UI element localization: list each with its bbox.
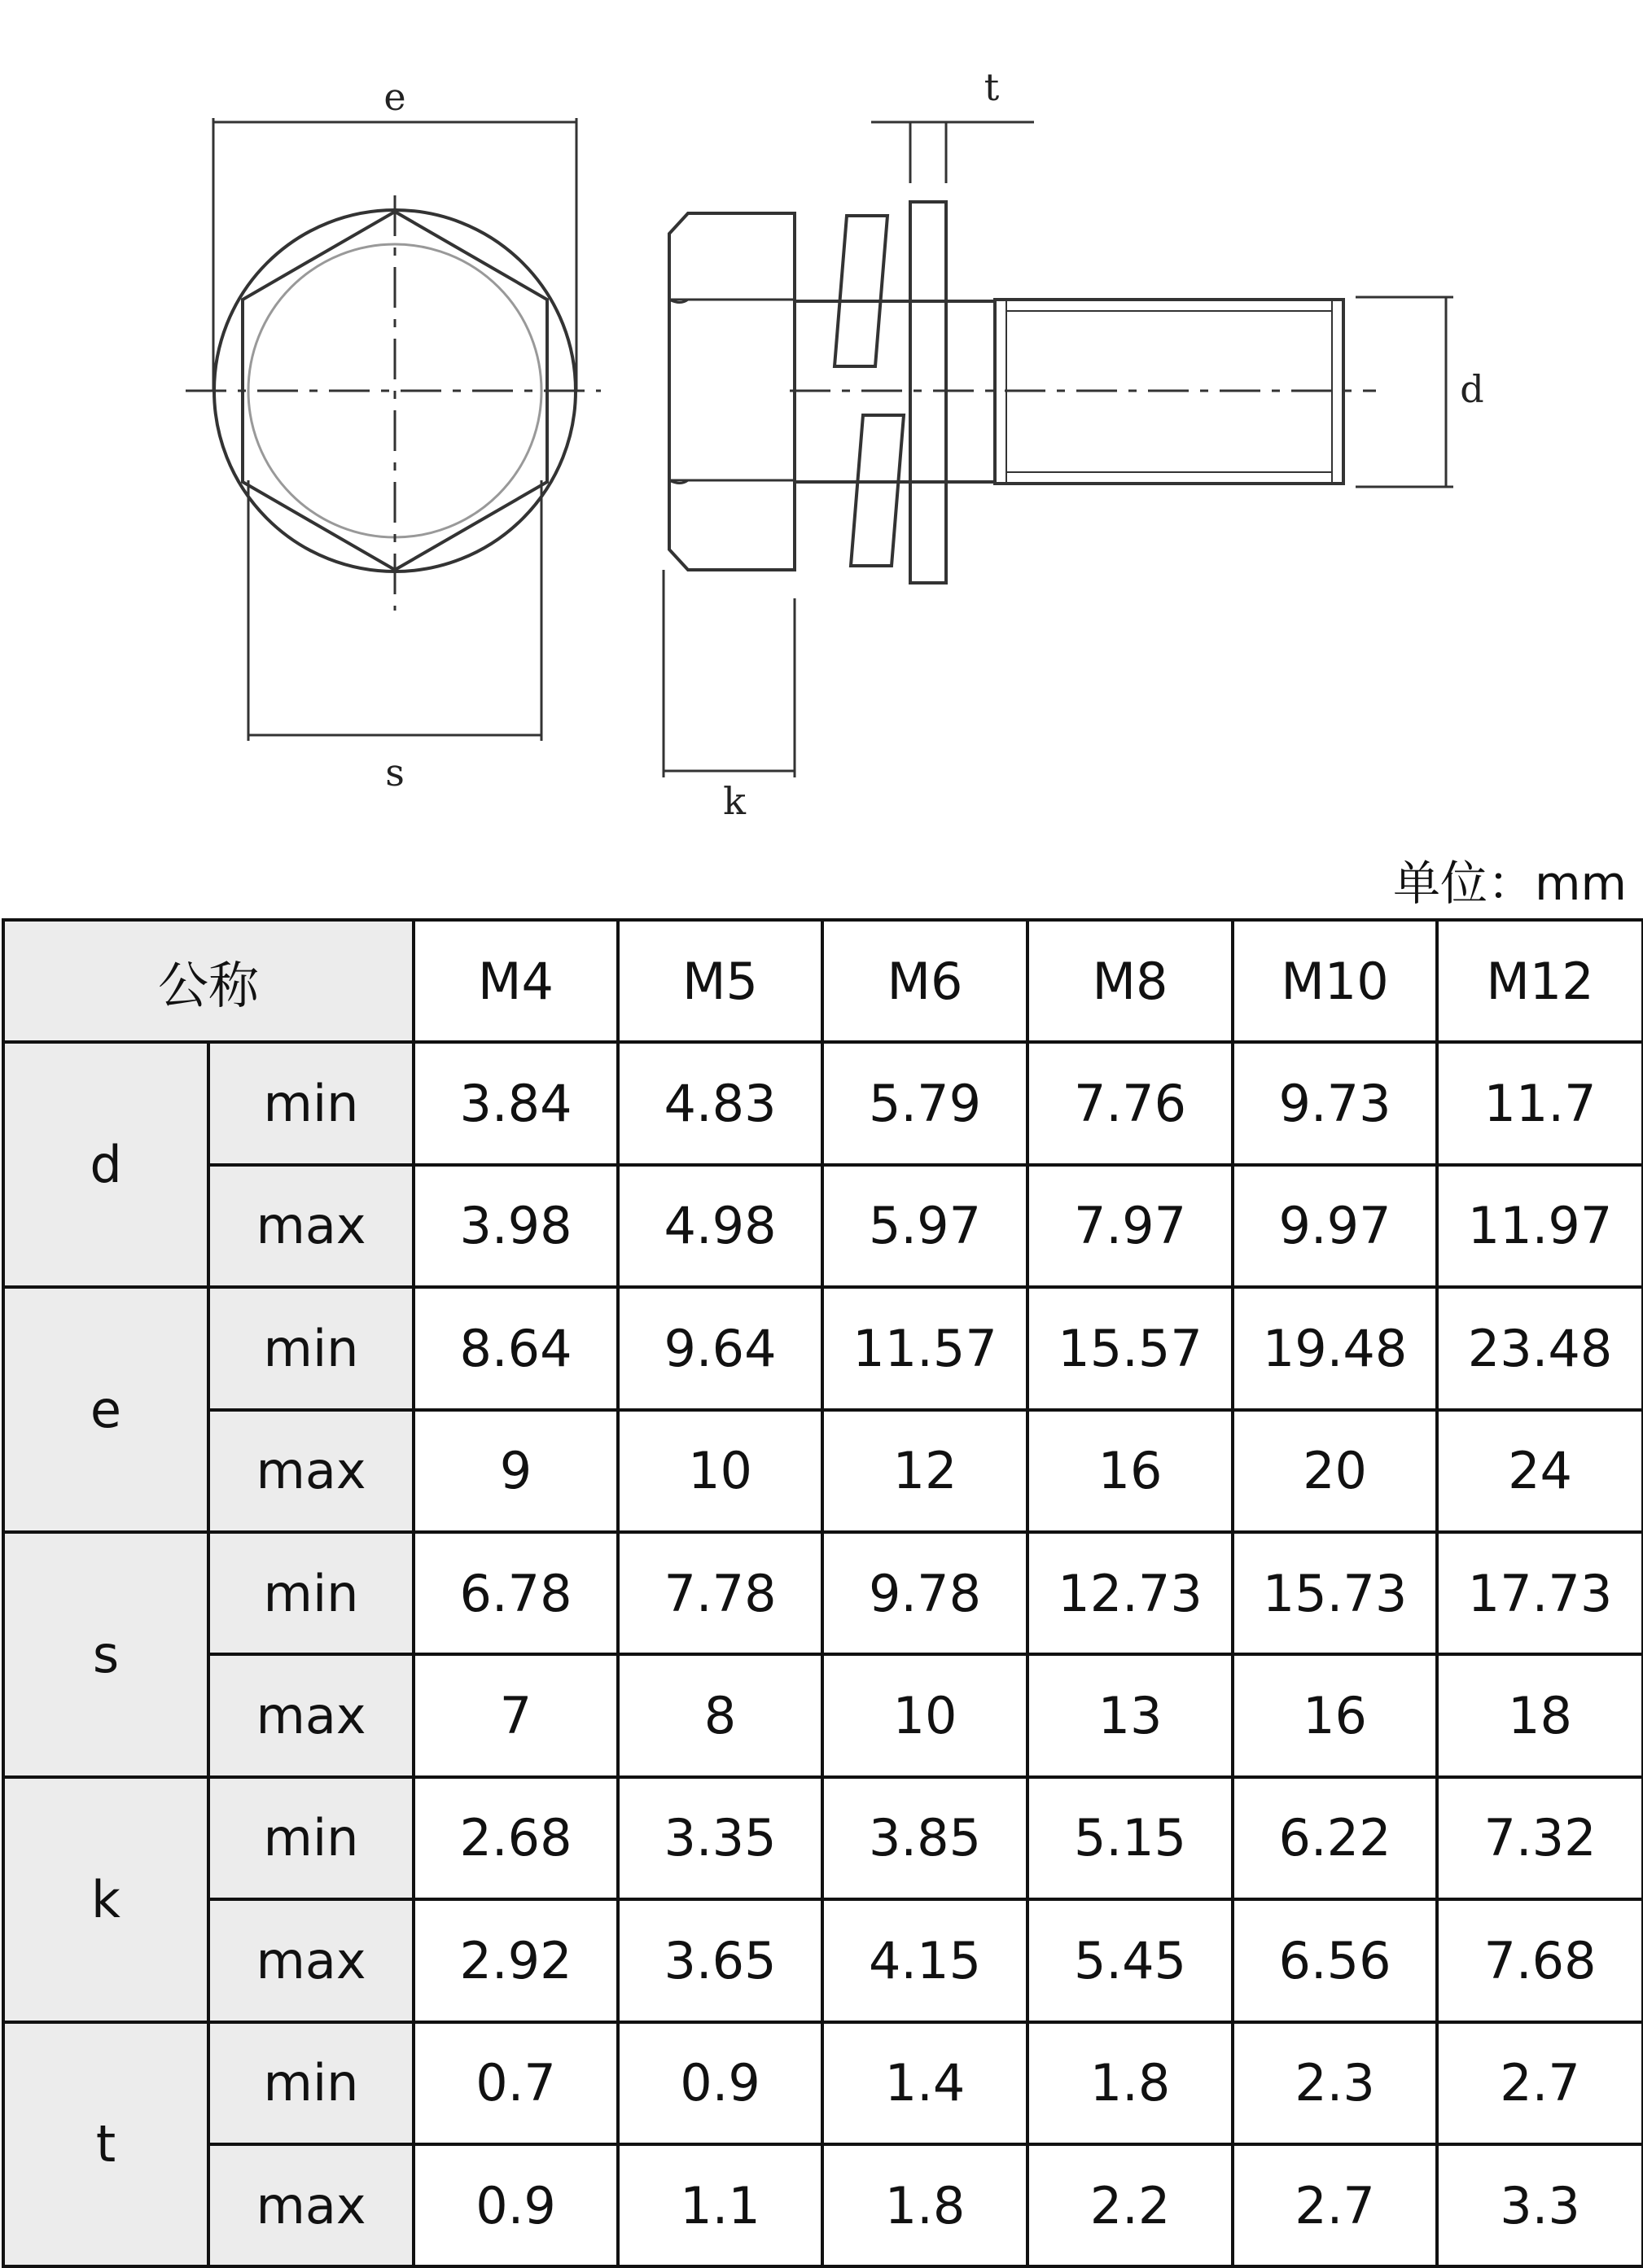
- value-cell: 0.9: [414, 2144, 618, 2266]
- param-name: e: [3, 1287, 208, 1532]
- param-name: k: [3, 1777, 208, 2022]
- value-cell: 15.73: [1233, 1532, 1437, 1654]
- value-cell: 5.15: [1027, 1777, 1233, 1899]
- corner-header: 公称: [3, 920, 414, 1042]
- size-header: M4: [414, 920, 618, 1042]
- table-row: [3, 1287, 1643, 1409]
- bound-label: min: [208, 1777, 414, 1899]
- value-cell: 20: [1233, 1410, 1437, 1532]
- value-cell: 3.65: [618, 1899, 822, 2021]
- label-d: d: [1460, 367, 1484, 411]
- table-row: [3, 1654, 1643, 1776]
- bound-label: min: [208, 1287, 414, 1409]
- param-name: d: [3, 1042, 208, 1287]
- value-cell: 19.48: [1233, 1287, 1437, 1409]
- value-cell: 4.83: [618, 1042, 822, 1164]
- table-row: [3, 1165, 1643, 1287]
- value-cell: 7.76: [1027, 1042, 1233, 1164]
- value-cell: 3.3: [1437, 2144, 1643, 2266]
- param-name: s: [3, 1532, 208, 1777]
- value-cell: 1.8: [1027, 2022, 1233, 2144]
- table-row: [3, 1410, 1643, 1532]
- value-cell: 8.64: [414, 1287, 618, 1409]
- value-cell: 10: [618, 1410, 822, 1532]
- value-cell: 9.64: [618, 1287, 822, 1409]
- table-row: [3, 1042, 1643, 1164]
- value-cell: 17.73: [1437, 1532, 1643, 1654]
- bound-label: min: [208, 1532, 414, 1654]
- value-cell: 6.78: [414, 1532, 618, 1654]
- value-cell: 5.97: [822, 1165, 1027, 1287]
- bound-label: min: [208, 1042, 414, 1164]
- value-cell: 13: [1027, 1654, 1233, 1776]
- value-cell: 12.73: [1027, 1532, 1233, 1654]
- label-e: e: [383, 75, 406, 119]
- value-cell: 15.57: [1027, 1287, 1233, 1409]
- value-cell: 2.7: [1233, 2144, 1437, 2266]
- bound-label: max: [208, 1899, 414, 2021]
- bound-label: max: [208, 1410, 414, 1532]
- bolt-technical-drawing: [0, 0, 1643, 847]
- value-cell: 7.97: [1027, 1165, 1233, 1287]
- value-cell: 4.98: [618, 1165, 822, 1287]
- value-cell: 2.7: [1437, 2022, 1643, 2144]
- table-row: [3, 1532, 1643, 1654]
- table-row: [3, 2144, 1643, 2266]
- value-cell: 6.22: [1233, 1777, 1437, 1899]
- size-header: M6: [822, 920, 1027, 1042]
- param-name: t: [3, 2022, 208, 2267]
- value-cell: 11.57: [822, 1287, 1027, 1409]
- label-s: s: [385, 751, 405, 795]
- value-cell: 18: [1437, 1654, 1643, 1776]
- spec-table: [2, 918, 1643, 2268]
- bound-label: max: [208, 1654, 414, 1776]
- value-cell: 2.92: [414, 1899, 618, 2021]
- value-cell: 0.7: [414, 2022, 618, 2144]
- flat-washer: [910, 202, 946, 583]
- value-cell: 6.56: [1233, 1899, 1437, 2021]
- bound-label: min: [208, 2022, 414, 2144]
- bolt-head-side: [669, 213, 795, 570]
- value-cell: 0.9: [618, 2022, 822, 2144]
- value-cell: 2.68: [414, 1777, 618, 1899]
- table-row: [3, 1899, 1643, 2021]
- value-cell: 16: [1027, 1410, 1233, 1532]
- bound-label: max: [208, 1165, 414, 1287]
- value-cell: 3.35: [618, 1777, 822, 1899]
- value-cell: 1.4: [822, 2022, 1027, 2144]
- spec-table-body: [3, 920, 1643, 2266]
- spring-washer-lower: [851, 415, 904, 566]
- value-cell: 16: [1233, 1654, 1437, 1776]
- value-cell: 7: [414, 1654, 618, 1776]
- value-cell: 9.97: [1233, 1165, 1437, 1287]
- value-cell: 3.84: [414, 1042, 618, 1164]
- value-cell: 23.48: [1437, 1287, 1643, 1409]
- value-cell: 2.2: [1027, 2144, 1233, 2266]
- spring-washer-upper: [835, 216, 887, 366]
- value-cell: 11.7: [1437, 1042, 1643, 1164]
- value-cell: 24: [1437, 1410, 1643, 1532]
- value-cell: 7.68: [1437, 1899, 1643, 2021]
- value-cell: 10: [822, 1654, 1027, 1776]
- header-row: [3, 920, 1643, 1042]
- bound-label: max: [208, 2144, 414, 2266]
- unit-label: 单位：mm: [1393, 856, 1627, 911]
- value-cell: 11.97: [1437, 1165, 1643, 1287]
- value-cell: 9.73: [1233, 1042, 1437, 1164]
- value-cell: 9.78: [822, 1532, 1027, 1654]
- value-cell: 1.8: [822, 2144, 1027, 2266]
- label-k: k: [723, 779, 746, 823]
- size-header: M10: [1233, 920, 1437, 1042]
- value-cell: 8: [618, 1654, 822, 1776]
- value-cell: 1.1: [618, 2144, 822, 2266]
- size-header: M5: [618, 920, 822, 1042]
- value-cell: 2.3: [1233, 2022, 1437, 2144]
- size-header: M12: [1437, 920, 1643, 1042]
- value-cell: 5.45: [1027, 1899, 1233, 2021]
- value-cell: 5.79: [822, 1042, 1027, 1164]
- value-cell: 7.78: [618, 1532, 822, 1654]
- table-row: [3, 1777, 1643, 1899]
- label-t: t: [984, 65, 1000, 109]
- value-cell: 3.98: [414, 1165, 618, 1287]
- value-cell: 12: [822, 1410, 1027, 1532]
- value-cell: 4.15: [822, 1899, 1027, 2021]
- value-cell: 3.85: [822, 1777, 1027, 1899]
- size-header: M8: [1027, 920, 1233, 1042]
- value-cell: 7.32: [1437, 1777, 1643, 1899]
- table-row: [3, 2022, 1643, 2144]
- value-cell: 9: [414, 1410, 618, 1532]
